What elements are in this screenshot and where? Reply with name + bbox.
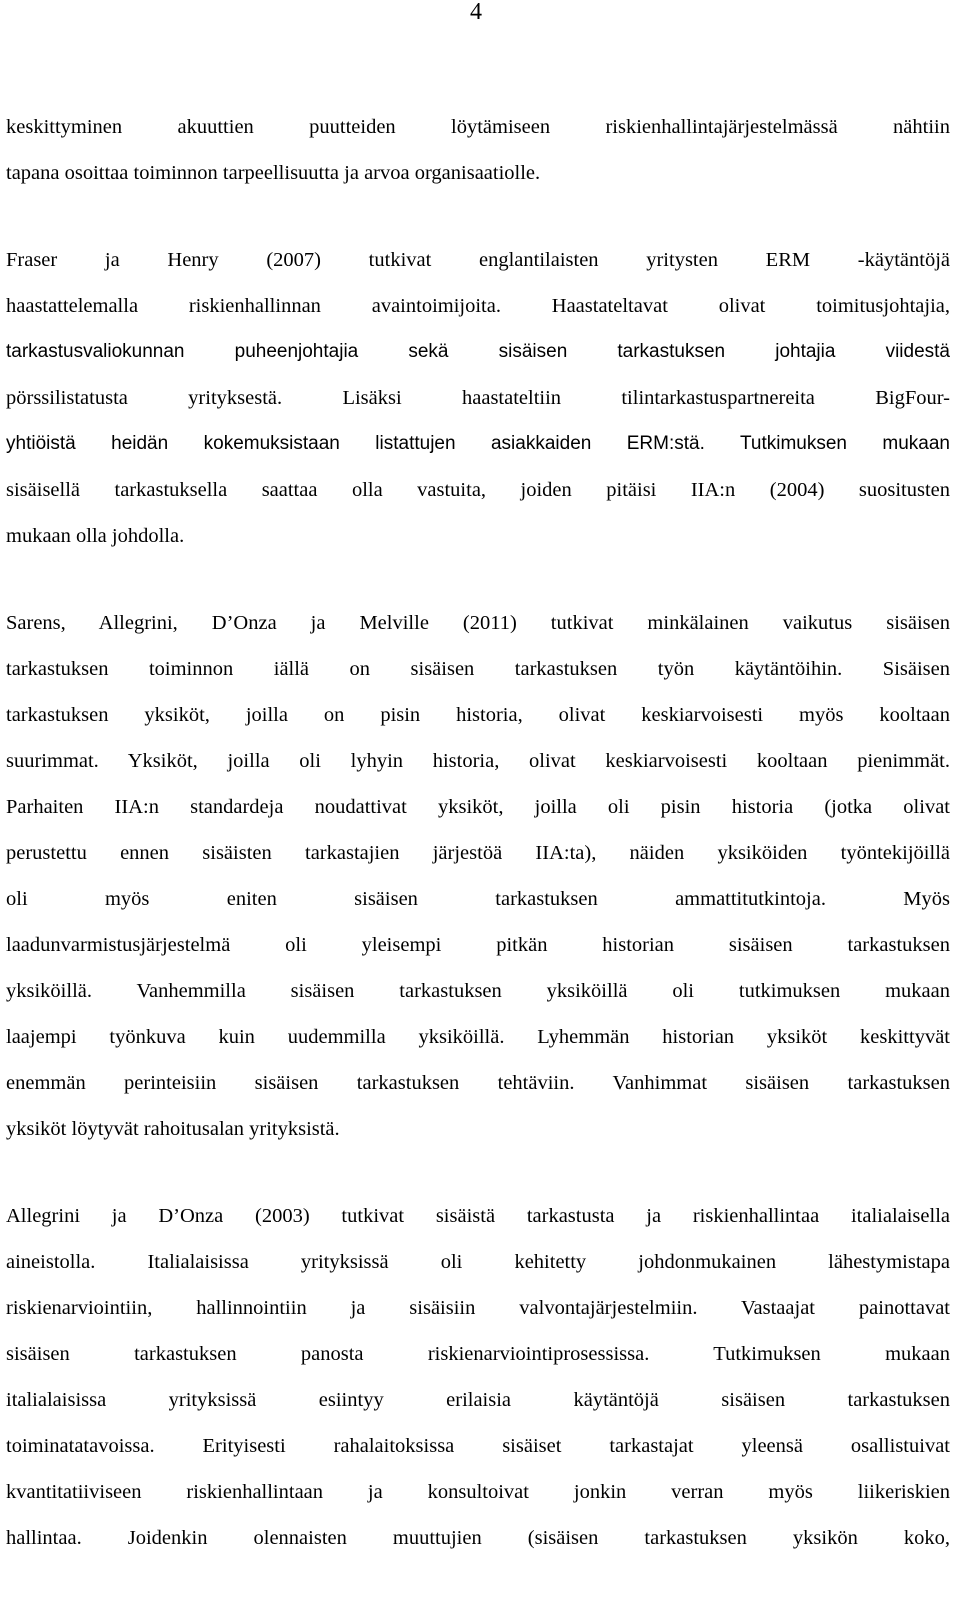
text-line: yhtiöistä heidän kokemuksistaan listattujen asiakkaiden ERM:stä. Tutkimuksen mukaan [6,433,950,454]
text-line: italialaisissa yrityksissä esiintyy erilaisia käytäntöjä sisäisen tarkastuksen [6,1389,950,1411]
text-line: sisäisellä tarkastuksella saattaa olla vastuita, joiden pitäisi IIA:n (2004) suositusten [6,479,950,501]
text-line: tarkastuksen toiminnon iällä on sisäisen tarkastuksen työn käytäntöihin. Sisäisen [6,658,950,680]
text-line: Allegrini ja D’Onza (2003) tutkivat sisäistä tarkastusta ja riskienhallintaa italialaisella [6,1205,950,1227]
text-line: hallintaa. Joidenkin olennaisten muuttujien (sisäisen tarkastuksen yksikön koko, [6,1527,950,1549]
text-line: sisäisen tarkastuksen panosta riskienarviointiprosessissa. Tutkimuksen mukaan [6,1343,950,1365]
text-line: enemmän perinteisiin sisäisen tarkastuksen tehtäviin. Vanhimmat sisäisen tarkastuksen [6,1072,950,1094]
text-line: yksiköillä. Vanhemmilla sisäisen tarkastuksen yksiköillä oli tutkimuksen mukaan [6,980,950,1002]
text-line: kvantitatiiviseen riskienhallintaan ja konsultoivat jonkin verran myös liikeriskien [6,1481,950,1503]
text-line: suurimmat. Yksiköt, joilla oli lyhyin historia, olivat keskiarvoisesti kooltaan pienimmät. [6,750,950,772]
text-line: perustettu ennen sisäisten tarkastajien järjestöä IIA:ta), näiden yksiköiden työntekijöillä [6,842,950,864]
text-line: Sarens, Allegrini, D’Onza ja Melville (2011) tutkivat minkälainen vaikutus sisäisen [6,612,950,634]
text-line: yksiköt löytyvät rahoitusalan yrityksistä. [6,1118,340,1140]
document-body [6,104,950,1602]
paragraph-4 [6,1193,950,1561]
text-line: mukaan olla johdolla. [6,525,185,547]
text-line: laadunvarmistusjärjestelmä oli yleisempi pitkän historian sisäisen tarkastuksen [6,934,950,956]
text-line: keskittyminen akuuttien puutteiden löytämiseen riskienhallintajärjestelmässä nähtiin [6,116,950,138]
text-line: haastattelemalla riskienhallinnan avaintoimijoita. Haastateltavat olivat toimitusjohtajia, [6,295,950,317]
text-line: Parhaiten IIA:n standardeja noudattivat yksiköt, joilla oli pisin historia (jotka olivat [6,796,950,818]
text-line: laajempi työnkuva kuin uudemmilla yksiköillä. Lyhemmän historian yksiköt keskittyvät [6,1026,950,1048]
text-line: tarkastuksen yksiköt, joilla on pisin historia, olivat keskiarvoisesti myös kooltaan [6,704,950,726]
text-line: toiminatatavoissa. Erityisesti rahalaitoksissa sisäiset tarkastajat yleensä osallistuivat [6,1435,950,1457]
text-line: oli myös eniten sisäisen tarkastuksen ammattitutkintoja. Myös [6,888,950,910]
paragraph-1 [6,104,950,196]
text-line: tapana osoittaa toiminnon tarpeellisuutta ja arvoa organisaatiolle. [6,162,541,184]
text-line: riskienarviointiin, hallinnointiin ja sisäisiin valvontajärjestelmiin. Vastaajat painottavat [6,1297,950,1319]
page-number: 4 [470,0,482,25]
text-line: Fraser ja Henry (2007) tutkivat englantilaisten yritysten ERM -käytäntöjä [6,249,950,271]
text-line: pörssilistatusta yrityksestä. Lisäksi haastateltiin tilintarkastuspartnereita BigFour- [6,387,950,409]
paragraph-3 [6,600,950,1152]
paragraph-2 [6,237,950,559]
text-line: aineistolla. Italialaisissa yrityksissä oli kehitetty johdonmukainen lähestymistapa [6,1251,950,1273]
text-line: tarkastusvaliokunnan puheenjohtajia sekä sisäisen tarkastuksen johtajia viidestä [6,341,950,362]
